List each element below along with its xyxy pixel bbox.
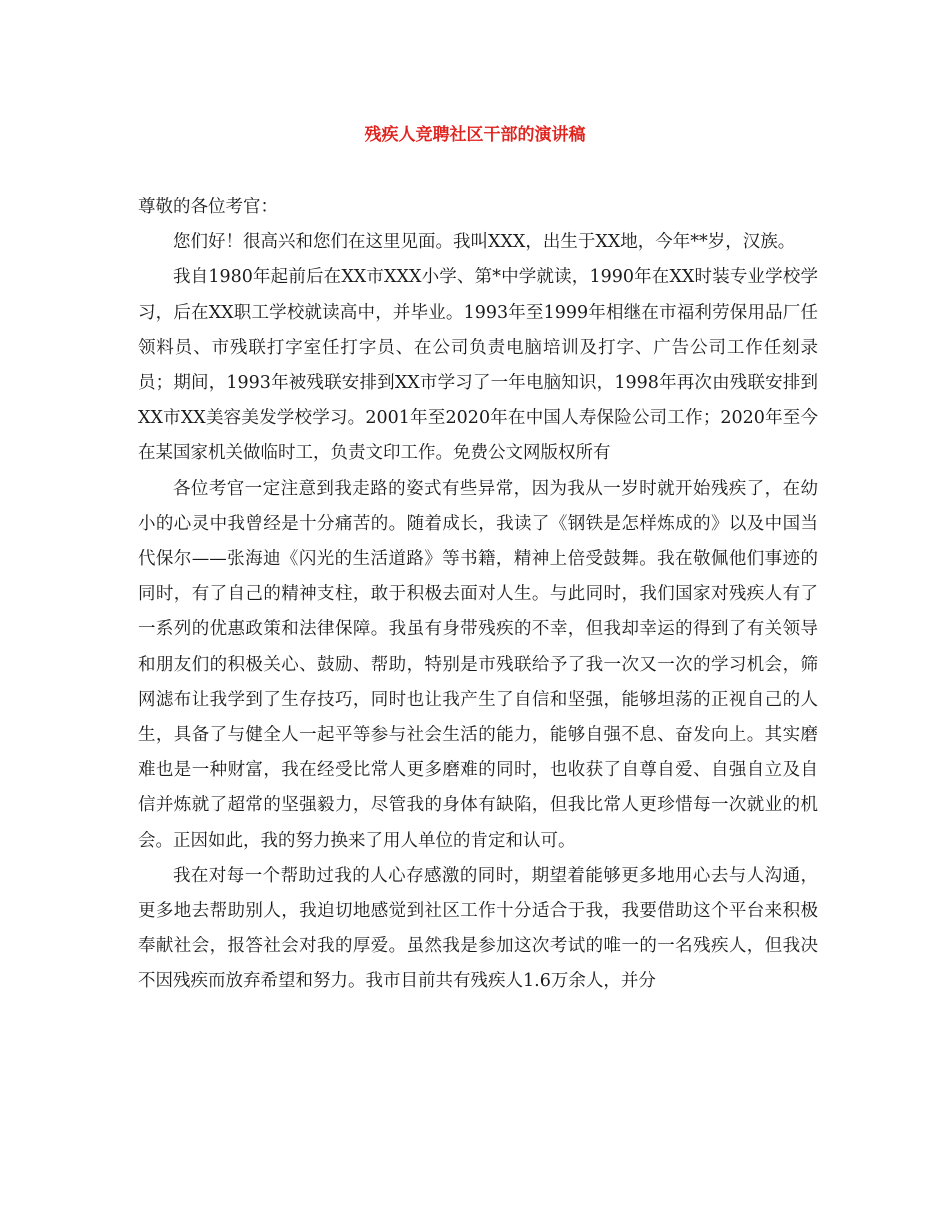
paragraph-motivation: 我在对每一个帮助过我的人心存感激的同时，期望着能够更多地用心去与人沟通，更多地去帮助别人，我迫切地感觉到社区工作十分适合于我，我要借助这个平台来积极奉献社会，报答社会对我的厚爱。虽然我是参加这次考试的唯一的一名残疾人，但我决不因残疾而放弃希望和努力。我市目前共有残疾人1.6万余人，并分 [138,865,818,992]
greeting: 尊敬的各位考官： [138,197,278,217]
paragraph-disability-story: 各位考官一定注意到我走路的姿式有些异常，因为我从一岁时就开始残疾了，在幼小的心灵中我曾经是十分痛苦的。随着成长，我读了《钢铁是怎样炼成的》以及中国当代保尔——张海迪《闪光的生活道路》等书籍，精神上倍受鼓舞。我在敬佩他们事迹的同时，有了自己的精神支柱，敢于积极去面对人生。与此同时，我们国家对残疾人有了一系列的优惠政策和法律保障。我虽有身带残疾的不幸，但我却幸运的得到了有关领导和朋友们的积极关心、鼓励、帮助，特别是市残联给予了我一次又一次的学习机会，筛网滤布让我学到了生存技巧，同时也让我产生了自信和坚强，能够坦荡的正视自己的人生，具备了与健全人一起平等参与社会生活的能力，能够自强不息、奋发向上。其实磨难也是一种财富，我在经受比常人更多磨难的同时，也收获了自尊自爱、自强自立及自信并炼就了超常的坚强毅力，尽管我的身体有缺陷，但我比常人更珍惜每一次就业的机会。正因如此，我的努力换来了用人单位的肯定和认可。 [138,478,818,851]
paragraph-education-work: 我自1980年起前后在XX市XXX小学、第*中学就读，1990年在XX时装专业学校学习，后在XX职工学校就读高中，并毕业。1993年至1999年相继在市福利劳保用品厂任领料员、市残联打字室任打字员、在公司负责电脑培训及打字、广告公司工作任刻录员；期间，1993年被残联安排到XX市学习了一年电脑知识，1998年再次由残联安排到XX市XX美容美发学校学习。2001年至2020年在中国人寿保险公司工作；2020年至今在某国家机关做临时工，负责文印工作。免费公文网版权所有 [138,267,818,464]
document-title: 残疾人竞聘社区干部的演讲稿 [364,125,586,145]
document-body [138,190,818,1000]
paragraph-intro: 您们好！很高兴和您们在这里见面。我叫XXX，出生于XX地，今年**岁，汉族。 [173,232,796,253]
